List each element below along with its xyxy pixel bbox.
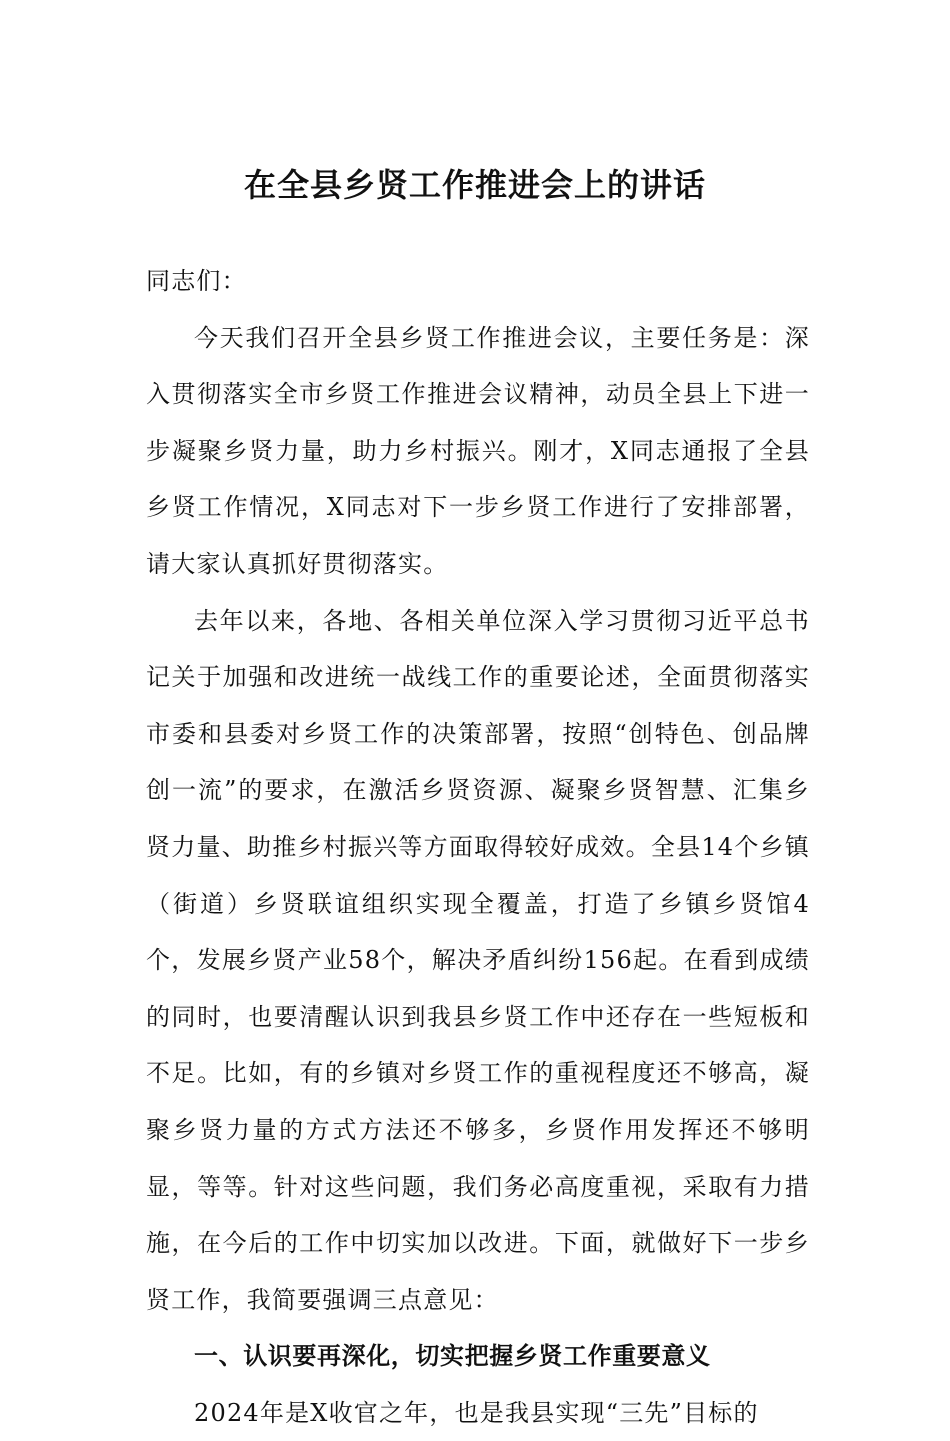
document-title: 在全县乡贤工作推进会上的讲话 bbox=[243, 166, 706, 204]
paragraph-section-1: 2024年是X收官之年，也是我县实现“三先”目标的 bbox=[194, 1398, 759, 1427]
section-heading-1: 一、认识要再深化，切实把握乡贤工作重要意义 bbox=[194, 1342, 711, 1371]
paragraph-review: 去年以来，各地、各相关单位深入学习贯彻习近平总书记关于加强和改进统一战线工作的重要论述，全面贯彻落实市委和县委对乡贤工作的决策部署，按照“创特色、创品牌创一流”的要求，在激活乡贤资源、凝聚乡贤智慧、汇集乡贤力量、助推乡村振兴等方面取得较好成效。全县14个乡镇（街道）乡贤联谊组织实现全覆盖，打造了乡镇乡贤馆4个，发展乡贤产业58个，解决矛盾纠纷156起。在看到成绩的同时，也要清醒认识到我县乡贤工作中还存在一些短板和不足。比如，有的乡镇对乡贤工作的重视程度还不够高，凝聚乡贤力量的方式方法还不够多，乡贤作用发挥还不够明显，等等。针对这些问题，我们务必高度重视，采取有力措施，在今后的工作中切实加以改进。下面，就做好下一步乡贤工作，我简要强调三点意见： bbox=[146, 606, 810, 1314]
paragraph-opening: 今天我们召开全县乡贤工作推进会议，主要任务是：深入贯彻落实全市乡贤工作推进会议精神，动员全县上下进一步凝聚乡贤力量，助力乡村振兴。刚才，X同志通报了全县乡贤工作情况，X同志对下一步乡贤工作进行了安排部署，请大家认真抓好贯彻落实。 bbox=[146, 323, 810, 578]
document-body bbox=[146, 253, 810, 1441]
salutation: 同志们： bbox=[146, 267, 247, 295]
